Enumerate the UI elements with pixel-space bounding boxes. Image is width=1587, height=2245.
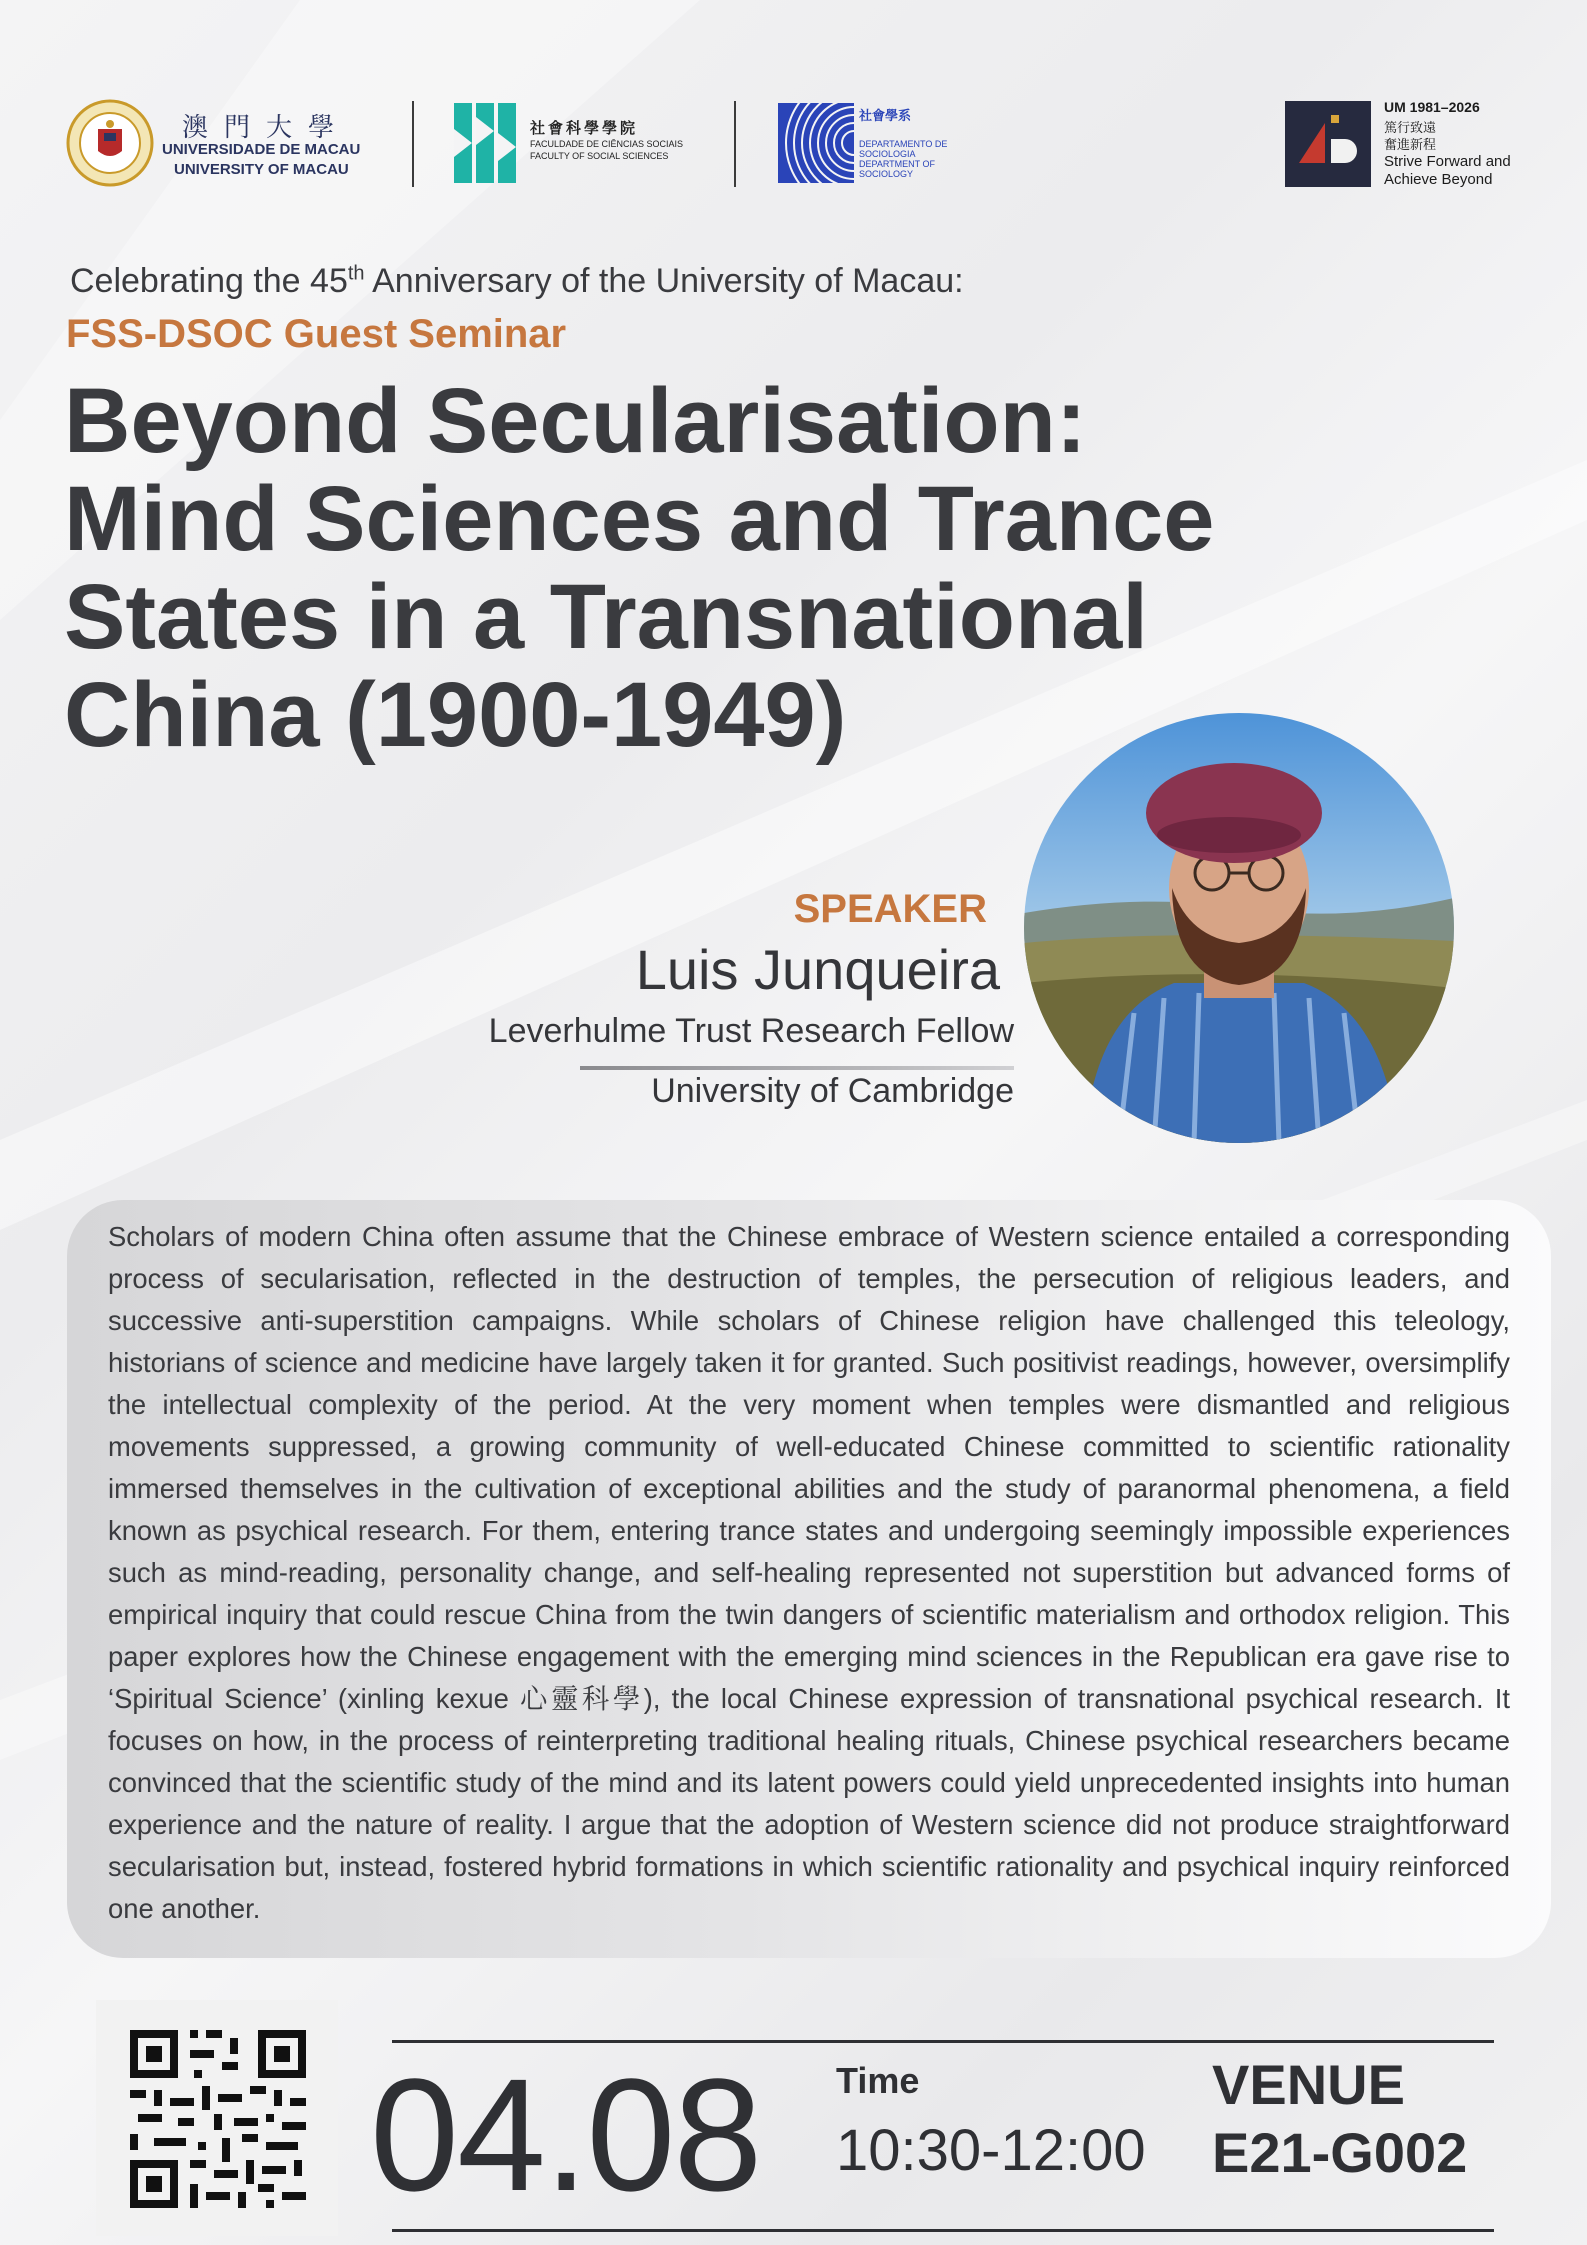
time-value: 10:30-12:00 — [836, 2118, 1146, 2183]
celebration-text-end: Anniversary of the University of Macau: — [364, 262, 964, 300]
seminar-series: FSS-DSOC Guest Seminar — [66, 312, 567, 356]
speaker-affiliation: University of Cambridge — [651, 1072, 1014, 1110]
venue-label: VENUE — [1212, 2053, 1405, 2116]
dsoc-chinese-name: 社會學系 — [859, 108, 912, 123]
speaker-name: Luis Junqueira — [635, 938, 1000, 1001]
speaker-label: SPEAKER — [793, 887, 987, 931]
header-divider — [734, 101, 736, 187]
dsoc-portuguese-name: DEPARTAMENTO DE SOCIOLOGIA — [859, 139, 948, 159]
celebration-text: Celebrating the 45 — [70, 262, 348, 300]
anniversary-motto-cn-1: 篤行致遠 — [1384, 120, 1437, 135]
fss-english-name: FACULTY OF SOCIAL SCIENCES — [530, 151, 669, 161]
anniversary-motto-cn-2: 奮進新程 — [1384, 137, 1437, 152]
speaker-photo-icon — [1024, 713, 1454, 1143]
ordinal-suffix: th — [347, 262, 365, 285]
seminar-title — [64, 372, 1464, 764]
speaker-photo — [1024, 713, 1454, 1143]
anniversary-logo-icon — [1285, 101, 1371, 187]
time-label: Time — [836, 2060, 920, 2101]
fss-logo-icon — [454, 103, 516, 183]
um-english-name: UNIVERSITY OF MACAU — [174, 161, 349, 178]
title-line: States in a Transnational — [64, 566, 1148, 668]
speaker-divider — [580, 1066, 1014, 1070]
header-logos — [62, 95, 1532, 195]
anniversary-motto-en-1: Strive Forward and — [1384, 153, 1511, 170]
fss-chinese-name: 社會科學學院 — [530, 120, 639, 137]
um-chinese-name: 澳門大學 — [182, 113, 351, 143]
anniversary-years: UM 1981–2026 — [1384, 99, 1480, 115]
celebration-line — [70, 262, 964, 301]
qr-code-icon[interactable] — [96, 2000, 338, 2236]
venue-value: E21-G002 — [1212, 2121, 1468, 2184]
details-bottom-rule — [392, 2229, 1494, 2232]
um-portuguese-name: UNIVERSIDADE DE MACAU — [162, 141, 361, 158]
header-divider — [412, 101, 414, 187]
university-seal-icon — [66, 99, 154, 187]
event-date: 04.08 — [370, 2045, 761, 2224]
speaker-role: Leverhulme Trust Research Fellow — [488, 1012, 1014, 1050]
dsoc-logo-icon — [778, 103, 854, 183]
fss-portuguese-name: FACULDADE DE CIÊNCIAS SOCIAIS — [530, 139, 684, 149]
title-line: Mind Sciences and Trance — [64, 468, 1215, 570]
dsoc-english-name: DEPARTMENT OF SOCIOLOGY — [859, 159, 936, 179]
anniversary-motto-en-2: Achieve Beyond — [1384, 171, 1493, 188]
dsoc-names — [859, 139, 949, 179]
abstract-text: Scholars of modern China often assume that the Chinese embrace of Western science entailed a corresponding process of secularisation, reflected in the destruction of temples, the persecution of religious leaders, and successive anti-superstition campaigns. While scholars of Chinese religion have challenged this teleology, historians of science and medicine have largely taken it for granted. Such positivist readings, however, oversimplify the intellectual complexity of the period. At the very moment when temples were dismantled and religious movements suppressed, a growing community of well-educated Chinese committed to scientific rationality immersed themselves in the cultivation of exceptional abilities and the study of paranormal phenomena, a field known as psychical research. For them, entering trance states and undergoing seemingly impossible experiences such as mind-reading, personality change, and self-healing represented not superstition but advanced forms of empirical inquiry that could rescue China from the twin dangers of scientific materialism and orthodox religion. This paper explores how the Chinese engagement with the emerging mind sciences in the Republican era gave rise to ‘Spiritual Science’ (xinling kexue 心靈科學), the local Chinese expression of transnational psychical research. It focuses on how, in the process of reinterpreting traditional healing rituals, Chinese psychical researchers became convinced that the scientific study of the mind and its latent powers could yield unprecedented insights into human experience and the nature of reality. I argue that the adoption of Western science did not produce straightforward secularisation but, instead, fostered hybrid formations in which scientific rationality and psychical inquiry reinforced one another. — [108, 1221, 1510, 1924]
title-line: China (1900-1949) — [64, 664, 847, 766]
details-top-rule — [392, 2040, 1494, 2043]
title-line: Beyond Secularisation: — [64, 370, 1087, 472]
